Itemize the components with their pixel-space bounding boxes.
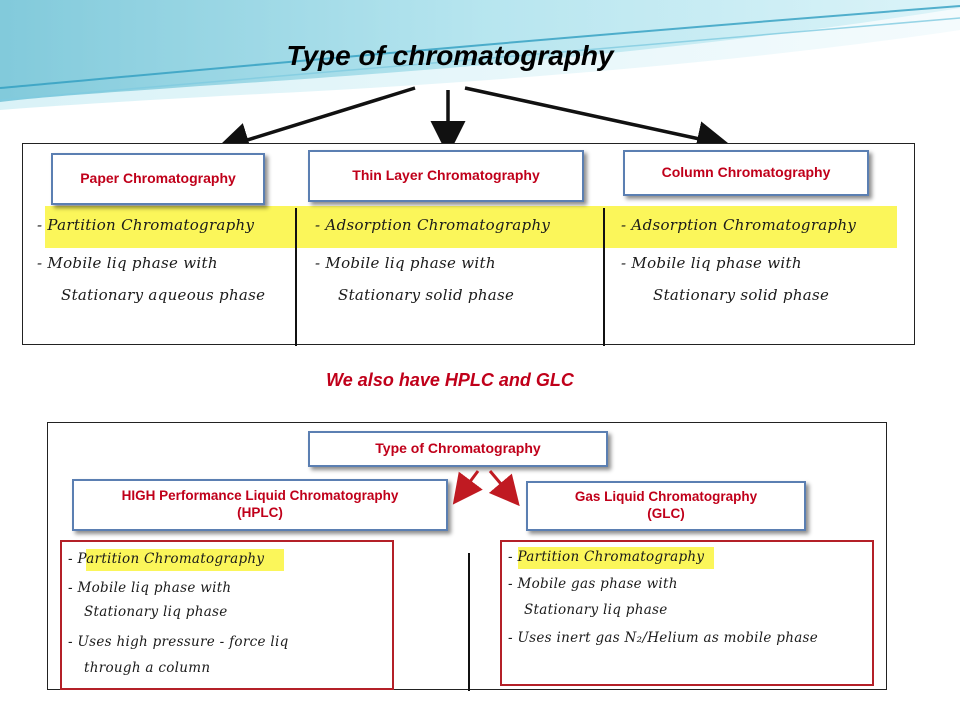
arrow-right	[465, 88, 718, 143]
hplc-glc-note: We also have HPLC and GLC	[326, 370, 574, 390]
arrow-to-hplc	[460, 471, 478, 495]
arrow-left	[228, 88, 415, 146]
column-divider	[468, 553, 470, 691]
hplc-glc-panel	[47, 422, 887, 690]
handwritten-note: Stationary solid phase	[653, 286, 830, 304]
column-chromatography-box	[623, 150, 869, 196]
handwritten-note: - Adsorption Chromatography	[621, 216, 857, 234]
box-label: (HPLC)	[237, 505, 283, 520]
handwritten-note: - Mobile gas phase with	[508, 576, 678, 592]
hplc-notes-frame	[60, 540, 394, 690]
handwritten-note: Stationary solid phase	[338, 286, 515, 304]
slide-title: Type of chromatography	[286, 40, 614, 71]
box-label: Type of Chromatography	[375, 440, 541, 457]
glc-box	[526, 481, 806, 531]
column-divider	[603, 208, 605, 346]
thin-layer-chromatography-box	[308, 150, 584, 202]
box-label: Paper Chromatography	[80, 170, 236, 187]
handwritten-note: through a column	[84, 660, 211, 676]
handwritten-note: - Uses high pressure - force liq	[68, 634, 289, 650]
box-label: Thin Layer Chromatography	[352, 167, 540, 184]
handwritten-note: - Mobile liq phase with	[68, 580, 232, 596]
handwritten-note: - Adsorption Chromatography	[315, 216, 551, 234]
handwritten-note: - Mobile liq phase with	[621, 254, 802, 272]
handwritten-note: - Uses inert gas N₂/Helium as mobile phase	[508, 630, 819, 646]
title-arrows	[0, 0, 960, 160]
paper-chromatography-box	[51, 153, 265, 205]
handwritten-note: - Partition Chromatography	[508, 549, 705, 565]
hplc-box	[72, 479, 448, 531]
arrow-to-glc	[490, 471, 512, 497]
handwritten-note: Stationary aqueous phase	[61, 286, 266, 304]
handwritten-note: - Mobile liq phase with	[37, 254, 218, 272]
handwritten-note: - Partition Chromatography	[37, 216, 255, 234]
box-label: Gas Liquid Chromatography	[574, 489, 758, 505]
handwritten-note: - Partition Chromatography	[68, 551, 265, 567]
handwritten-note: Stationary liq phase	[524, 602, 668, 618]
box-label: (GLC)	[647, 506, 685, 521]
glc-notes-frame	[500, 540, 874, 686]
column-divider	[295, 208, 297, 346]
box-label: Column Chromatography	[661, 164, 831, 181]
chromatography-types-panel	[22, 143, 915, 345]
handwritten-note: Stationary liq phase	[84, 604, 228, 620]
handwritten-note: - Mobile liq phase with	[315, 254, 496, 272]
box-label: HIGH Performance Liquid Chromatography	[121, 488, 399, 504]
